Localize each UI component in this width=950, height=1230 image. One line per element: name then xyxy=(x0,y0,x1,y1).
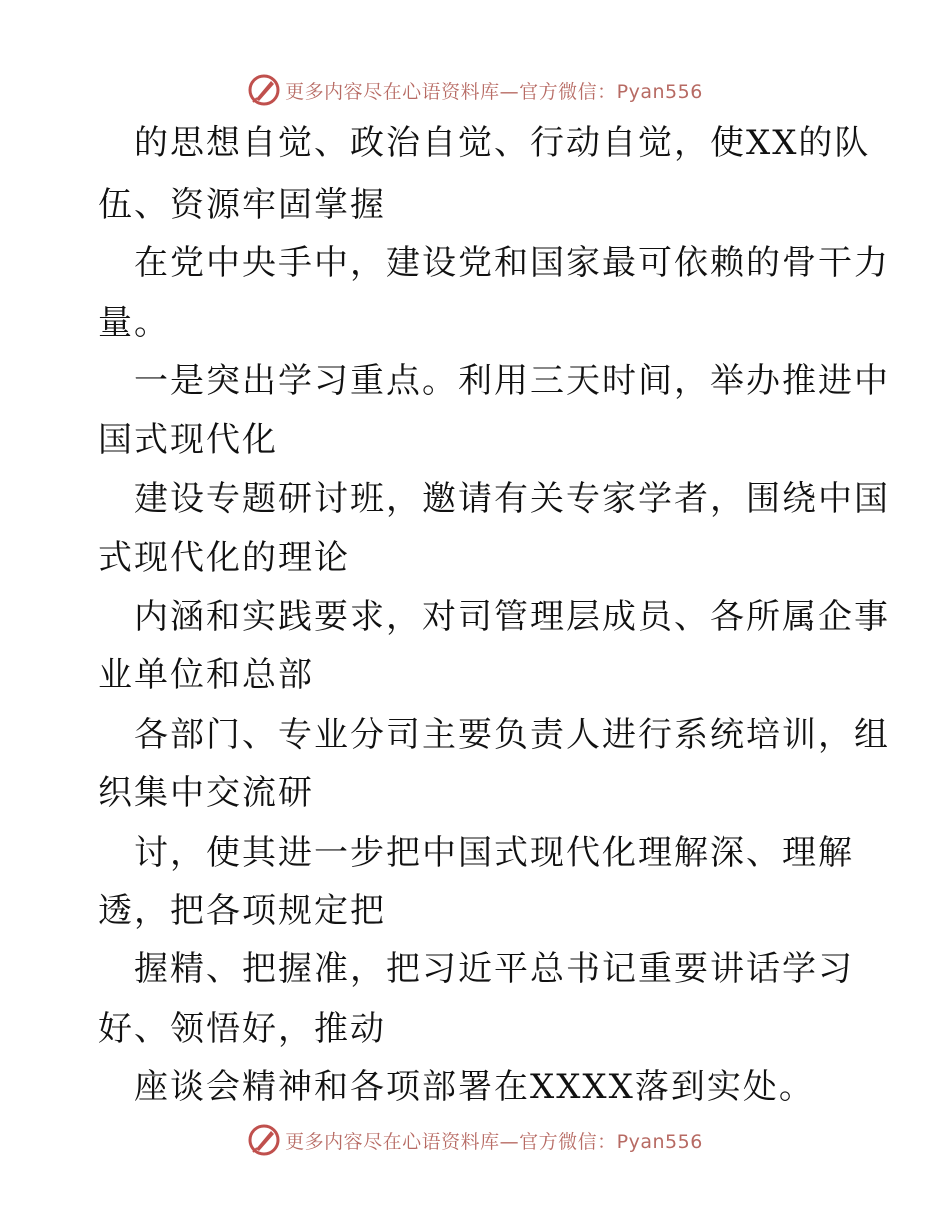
body-line-10: 业单位和总部 xyxy=(98,655,314,695)
header-banner xyxy=(0,70,950,110)
body-line-17: 座谈会精神和各项部署在XXXX落到实处。 xyxy=(134,1067,815,1107)
quill-pen-logo-icon xyxy=(247,73,281,107)
body-line-6: 国式现代化 xyxy=(98,420,278,460)
header-banner-text: 更多内容尽在心语资料库—官方微信：Pyan556 xyxy=(285,80,703,103)
body-line-1: 的思想自觉、政治自觉、行动自觉，使XX的队 xyxy=(134,123,871,163)
body-line-7: 建设专题研讨班，邀请有关专家学者，围绕中国 xyxy=(134,479,890,519)
body-line-13: 讨，使其进一步把中国式现代化理解深、理解 xyxy=(134,833,854,873)
body-line-5: 一是突出学习重点。利用三天时间，举办推进中 xyxy=(134,361,890,401)
body-line-14: 透，把各项规定把 xyxy=(98,891,386,931)
body-line-8: 式现代化的理论 xyxy=(98,538,350,578)
body-line-3: 在党中央手中，建设党和国家最可依赖的骨干力 xyxy=(134,243,890,283)
body-line-15: 握精、把握准，把习近平总书记重要讲话学习 xyxy=(134,949,854,989)
body-line-9: 内涵和实践要求，对司管理层成员、各所属企事 xyxy=(134,597,890,637)
footer-banner xyxy=(0,1120,950,1160)
body-line-11: 各部门、专业分司主要负责人进行系统培训，组 xyxy=(134,715,890,755)
footer-banner-text: 更多内容尽在心语资料库—官方微信：Pyan556 xyxy=(285,1130,703,1153)
body-line-12: 织集中交流研 xyxy=(98,773,314,813)
body-line-2: 伍、资源牢固掌握 xyxy=(98,185,386,225)
quill-pen-logo-icon xyxy=(247,1123,281,1157)
body-line-16: 好、领悟好，推动 xyxy=(98,1009,386,1049)
body-line-4: 量。 xyxy=(98,303,170,343)
